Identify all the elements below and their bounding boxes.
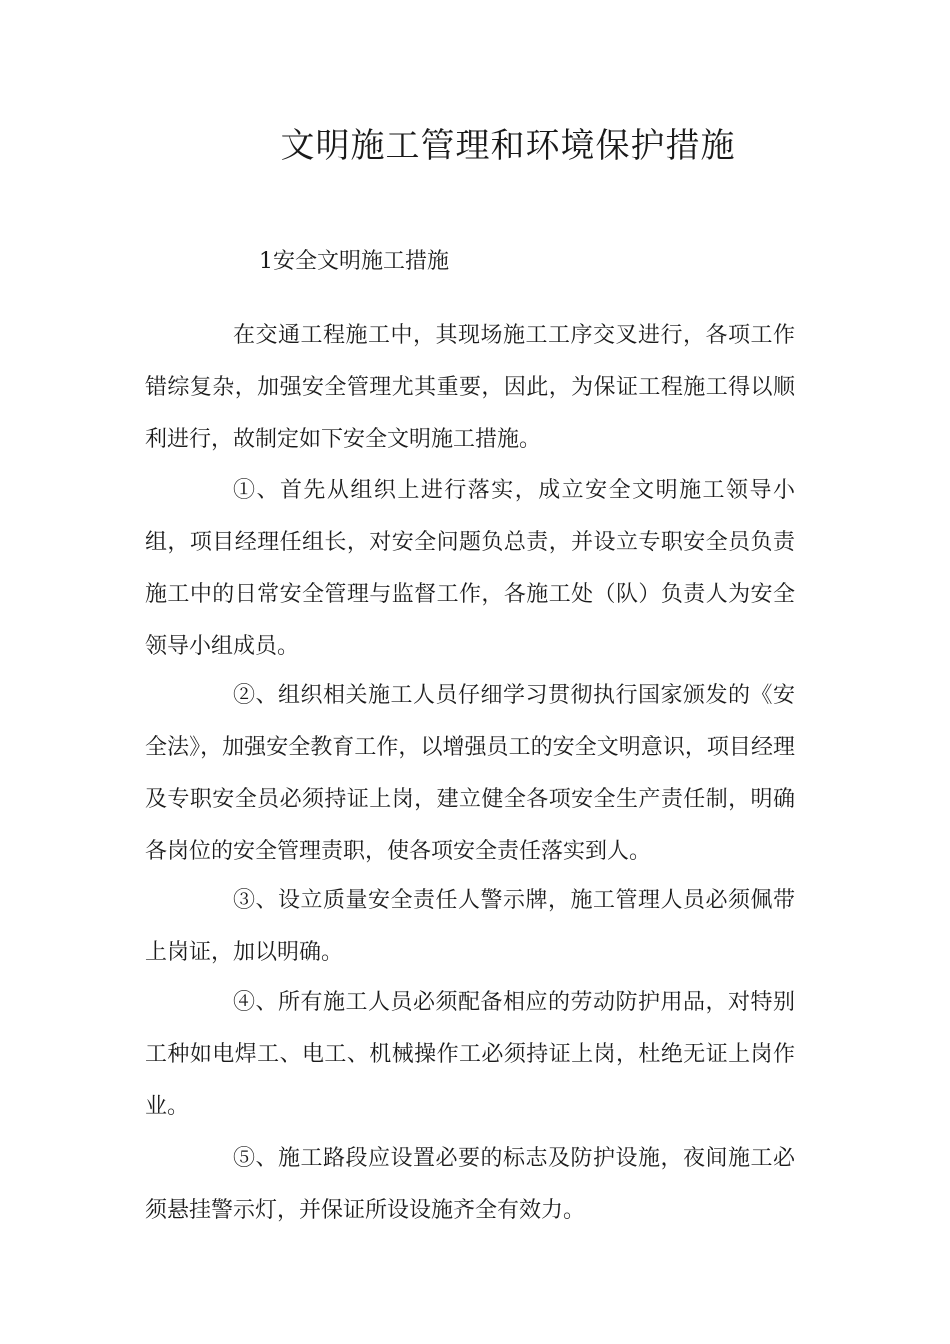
paragraph-item-4: ④、所有施工人员必须配备相应的劳动防护用品，对特别工种如电焊工、电工、机械操作工必须持证上岗，杜绝无证上岗作业。 <box>145 990 795 1119</box>
section-heading: 1安全文明施工措施 <box>259 249 449 274</box>
paragraph-item-2: ②、组织相关施工人员仔细学习贯彻执行国家颁发的《安全法》，加强安全教育工作，以增强员工的安全文明意识，项目经理及专职安全员必须持证上岗，建立健全各项安全生产责任制，明确各岗位的安全管理责职，使各项安全责任落实到人。 <box>145 683 795 864</box>
paragraph-intro: 在交通工程施工中，其现场施工工序交叉进行，各项工作错综复杂，加强安全管理尤其重要，因此，为保证工程施工得以顺利进行，故制定如下安全文明施工措施。 <box>145 323 795 452</box>
paragraph-item-3: ③、设立质量安全责任人警示牌，施工管理人员必须佩带上岗证，加以明确。 <box>145 888 795 965</box>
document-title: 文明施工管理和环境保护措施 <box>280 126 736 166</box>
paragraph-item-1: ①、首先从组织上进行落实，成立安全文明施工领导小组，项目经理任组长，对安全问题负总责，并设立专职安全员负责施工中的日常安全管理与监督工作，各施工处（队）负责人为安全领导小组成员。 <box>145 478 795 659</box>
paragraph-item-5: ⑤、施工路段应设置必要的标志及防护设施，夜间施工必须悬挂警示灯，并保证所设设施齐全有效力。 <box>145 1146 795 1223</box>
